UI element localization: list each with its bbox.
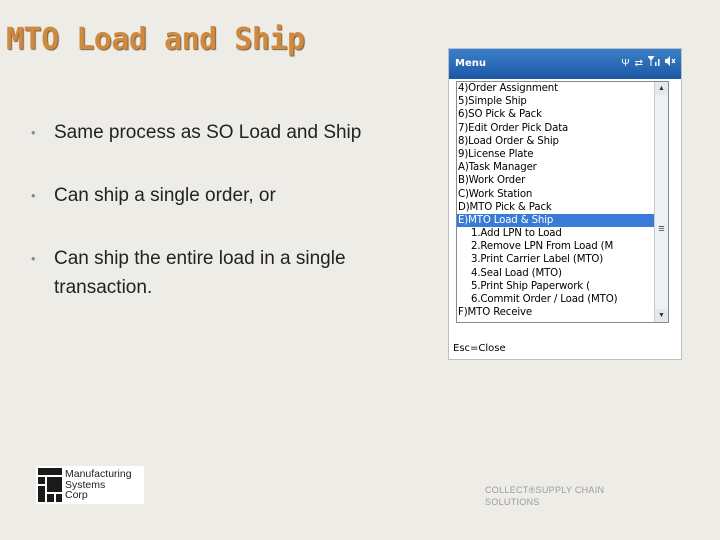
company-logo: [36, 466, 144, 504]
esc-close-hint[interactable]: Esc=Close: [453, 343, 506, 354]
bullet-icon: •: [31, 251, 36, 266]
antenna-icon: Ψ: [621, 57, 630, 69]
bullet-item: [28, 181, 413, 210]
bullet-icon: •: [31, 125, 36, 140]
menu-item[interactable]: F)MTO Receive: [458, 307, 533, 319]
scroll-thumb[interactable]: ≡: [658, 223, 665, 235]
scrollbar[interactable]: [654, 82, 668, 322]
submenu-item[interactable]: 4.Seal Load (MTO): [471, 267, 562, 279]
scroll-up-arrow-icon[interactable]: ▲: [655, 82, 668, 95]
menu-list: [457, 82, 654, 319]
bullet-icon: •: [31, 188, 36, 203]
menu-item[interactable]: 4)Order Assignment: [458, 83, 558, 94]
menu-item[interactable]: 9)License Plate: [458, 148, 534, 160]
bullet-item: [28, 118, 413, 147]
menu-item-selected[interactable]: E)MTO Load & Ship: [457, 214, 654, 227]
submenu-item[interactable]: 3.Print Carrier Label (MTO): [471, 254, 604, 266]
footer-text: COLLECT®SUPPLY CHAIN SOLUTIONS: [485, 485, 605, 507]
bullet-text: Same process as SO Load and Ship: [54, 122, 362, 143]
submenu-item[interactable]: 6.Commit Order / Load (MTO): [471, 294, 618, 305]
status-icons: [621, 56, 676, 71]
submenu-item[interactable]: 2.Remove LPN From Load (M: [471, 241, 614, 253]
menu-item[interactable]: 8)Load Order & Ship: [458, 135, 559, 147]
menu-item[interactable]: A)Task Manager: [458, 162, 537, 174]
device-titlebar: [449, 49, 681, 79]
device-screen: [448, 48, 682, 360]
menu-item[interactable]: D)MTO Pick & Pack: [458, 201, 552, 213]
menu-title: Menu: [455, 58, 486, 69]
scroll-down-arrow-icon[interactable]: ▼: [655, 309, 668, 322]
slide-title: MTO Load and Ship: [6, 22, 305, 57]
menu-item[interactable]: 6)SO Pick & Pack: [458, 109, 542, 121]
bullet-item: [28, 244, 413, 302]
sync-icon: ⇄: [634, 57, 643, 69]
submenu-item[interactable]: 1.Add LPN to Load: [471, 228, 562, 240]
bullet-list: [28, 118, 413, 302]
menu-listbox[interactable]: [456, 81, 669, 323]
speaker-icon: [665, 56, 676, 71]
menu-item[interactable]: 7)Edit Order Pick Data: [458, 122, 569, 134]
menu-item[interactable]: 5)Simple Ship: [458, 96, 527, 108]
bullet-text: Can ship the entire load in a single transaction.: [54, 248, 346, 298]
menu-item[interactable]: B)Work Order: [458, 175, 526, 187]
signal-icon: [648, 56, 660, 71]
menu-item[interactable]: C)Work Station: [458, 188, 533, 200]
logo-text: Manufacturing Systems Corp: [65, 468, 132, 502]
bullet-text: Can ship a single order, or: [54, 185, 276, 206]
submenu-item[interactable]: 5.Print Ship Paperwork (: [471, 280, 590, 292]
logo-mark-icon: [38, 468, 62, 502]
